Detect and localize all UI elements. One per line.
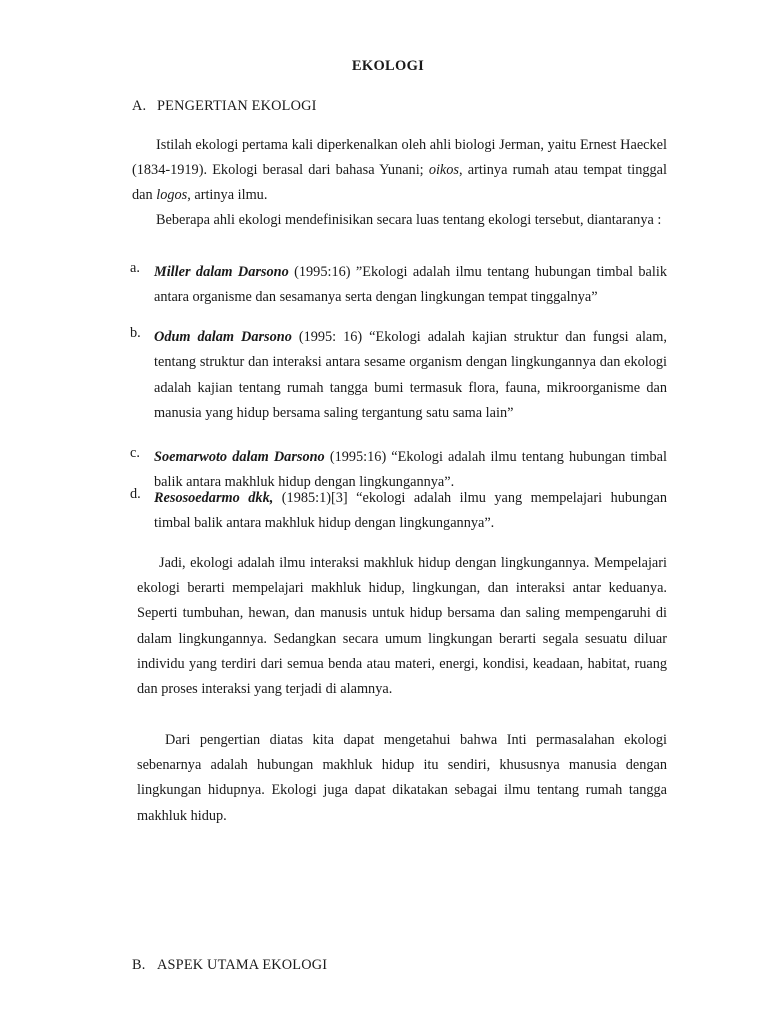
section-b-letter: B.	[132, 957, 146, 973]
definition-body: (1995:16) “Ekologi adalah ilmu tentang hubungan timbal balik antara makhluk hidup dengan lingkungannya”.	[154, 449, 667, 491]
definition-body: (1995:16) ”Ekologi adalah ilmu tentang hubungan timbal balik antara organisme dan sesamanya serta dengan lingkungan tempat tinggalnya”	[154, 264, 667, 306]
definition-text	[154, 325, 667, 426]
definition-text	[154, 260, 667, 311]
document-title: EKOLOGI	[351, 58, 425, 74]
definition-marker: a.	[130, 260, 140, 276]
conclusion-text: Jadi, ekologi adalah ilmu interaksi makhluk hidup dengan lingkungannya. Mempelajari ekologi berarti mempelajari makhluk hidup, lingkungan, dan interaksi antar keduanya. Seperti tumbuhan, hewan, dan manusis untuk hidup bersama dan saling mempengaruhi di dalam lingkungannya. Sedangkan secara umum lingkungan berarti segala sesuatu diluar individu yang terdiri dari semua benda atau materi, energi, kondisi, keadaan, habitat, ruang dan proses interaksi yang terjadi di alamnya.	[137, 555, 667, 698]
conclusion-paragraph	[137, 551, 667, 702]
definition-marker: d.	[130, 486, 141, 502]
section-a-heading	[132, 98, 317, 115]
definition-marker: c.	[130, 445, 140, 461]
intro-p1-text-1: Istilah ekologi pertama kali diperkenalkan oleh ahli biologi Jerman, yaitu Ernest Haeckel (1834-1919). Ekologi berasal dari bahasa Yunani;	[132, 137, 667, 178]
definition-author: Resosoedarmo dkk,	[154, 490, 274, 506]
definition-author: Miller dalam Darsono	[154, 264, 289, 280]
intro-paragraph-1	[132, 133, 667, 208]
section-a-title: PENGERTIAN EKOLOGI	[157, 98, 317, 114]
definition-marker: b.	[130, 325, 141, 341]
term-logos: logos	[156, 187, 188, 203]
term-oikos: oikos	[428, 162, 459, 178]
intro-p1-text-2: , artinya rumah atau tempat tinggal dan	[132, 162, 667, 203]
definition-text	[154, 486, 667, 537]
definition-body: (1985:1)[3] “ekologi adalah ilmu yang mempelajari hubungan timbal balik antara makhluk hidup dengan lingkungannya”.	[154, 490, 667, 532]
definition-author: Odum dalam Darsono	[154, 329, 292, 345]
definition-body: (1995: 16) “Ekologi adalah kajian struktur dan fungsi alam, tentang struktur dan interaksi antara sesame organism dengan lingkungannya dan ekologi adalah kajian tentang rumah tangga bumi termasuk flora, fauna, mikroorganisme dan manusia yang hidup bersama saling tergantung satu sama lain”	[154, 329, 667, 421]
summary-text: Dari pengertian diatas kita dapat mengetahui bahwa Inti permasalahan ekologi sebenarnya adalah hubungan makhluk hidup itu sendiri, khususnya manusia dengan lingkungan hidupnya. Ekologi juga dapat dikatakan sebagai ilmu tentang rumah tangga makhluk hidup.	[137, 732, 667, 824]
intro-p2-text: Beberapa ahli ekologi mendefinisikan secara luas tentang ekologi tersebut, diantaranya :	[156, 212, 662, 228]
definition-author: Soemarwoto dalam Darsono	[154, 449, 325, 465]
section-b-title: ASPEK UTAMA EKOLOGI	[157, 957, 328, 973]
intro-paragraph-2	[132, 208, 667, 233]
section-b-heading	[132, 957, 327, 974]
intro-p1-text-3: , artinya ilmu.	[187, 187, 268, 203]
section-a-letter: A.	[132, 98, 147, 114]
summary-paragraph	[137, 728, 667, 829]
